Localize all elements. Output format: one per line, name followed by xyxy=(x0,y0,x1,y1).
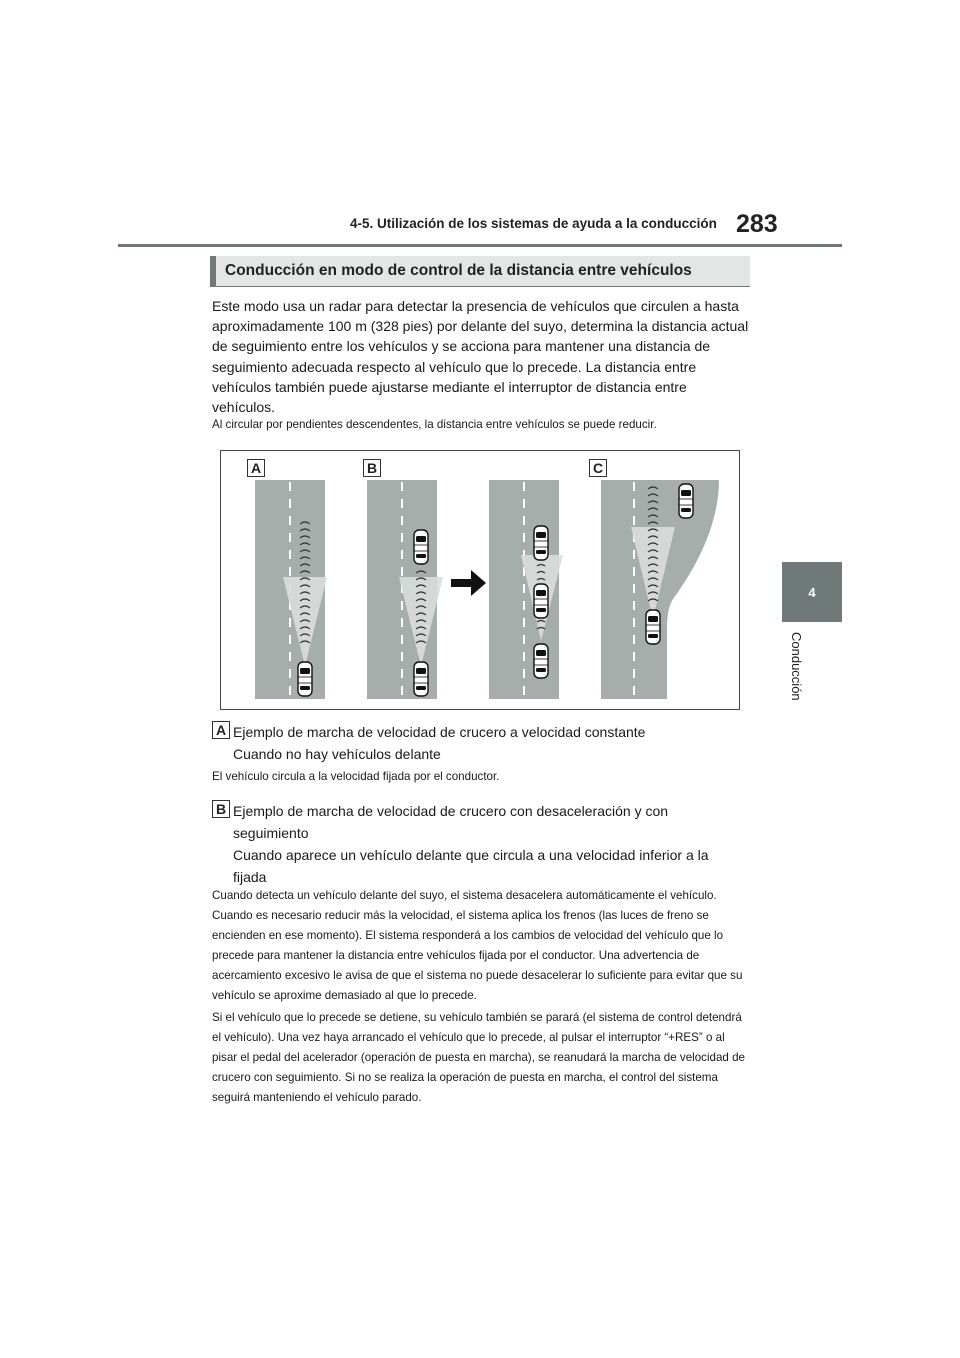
transition-arrow-icon xyxy=(451,570,486,596)
figure-label-b: B xyxy=(363,459,381,477)
item-a-title: Ejemplo de marcha de velocidad de crucero a velocidad constante xyxy=(233,724,646,740)
own-car-b2 xyxy=(534,584,548,618)
item-b xyxy=(233,800,743,888)
acc-illustration-svg xyxy=(221,451,739,709)
header-divider xyxy=(118,244,842,247)
item-a-note: El vehículo circula a la velocidad fijada por el conductor. xyxy=(212,770,500,783)
chapter-tab-label: Conducción xyxy=(789,632,804,701)
item-b-title: Ejemplo de marcha de velocidad de crucero con desaceleración y con seguimiento xyxy=(233,803,669,841)
section-note: Al circular por pendientes descendentes, la distancia entre vehículos se puede reducir. xyxy=(212,418,657,431)
acc-illustration xyxy=(220,450,740,710)
item-b-note xyxy=(212,886,748,1006)
own-car-a xyxy=(298,662,312,696)
section-title: Conducción en modo de control de la distancia entre vehículos xyxy=(225,262,692,279)
item-a-subtitle: Cuando no hay vehículos delante xyxy=(233,746,441,762)
figure-label-c: C xyxy=(589,459,607,477)
item-b-note-2 xyxy=(212,1008,748,1108)
merging-car-c xyxy=(679,484,693,518)
road-b2 xyxy=(489,480,563,699)
own-car-c xyxy=(646,610,660,644)
road-b xyxy=(367,480,443,699)
figure-label-a: A xyxy=(247,459,265,477)
section-underline xyxy=(210,286,750,287)
following-car-b2 xyxy=(534,644,548,678)
lead-car-b xyxy=(414,530,428,564)
item-a-badge: A xyxy=(212,721,230,739)
item-b-note-paragraph-1: Cuando detecta un vehículo delante del suyo, el sistema desacelera automáticamente el vehículo. Cuando es necesario reducir más la velocidad, el sistema aplica los frenos (las luces de freno se encienden en ese momento). El sistema responderá a los cambios de velocidad del vehículo que lo precede para mantener la distancia entre vehículos fijada por el conductor. Una advertencia de acercamiento excesivo le avisa de que el sistema no puede desacelerar lo suficiente para evitar que su vehículo se aproxime demasiado al que lo precede. xyxy=(212,889,743,1002)
item-a xyxy=(233,721,753,765)
lead-car-b2 xyxy=(534,526,548,560)
page-number: 283 xyxy=(736,210,778,238)
section-body: Este modo usa un radar para detectar la presencia de vehículos que circulen a hasta aproximadamente 100 m (328 pies) por delante del suyo, determina la distancia actual de seguimiento entre los vehículos y se acciona para mantener una distancia de seguimiento adecuada respecto al vehículo que lo precede. La distancia entre vehículos también puede ajustarse mediante el interruptor de distancia entre vehículos. xyxy=(212,298,749,416)
road-a xyxy=(255,480,327,699)
road-c xyxy=(601,480,719,699)
item-b-subtitle: Cuando aparece un vehículo delante que circula a una velocidad inferior a la fijada xyxy=(233,847,709,885)
own-car-b xyxy=(414,662,428,696)
chapter-title: 4-5. Utilización de los sistemas de ayuda a la conducción xyxy=(350,216,717,231)
chapter-tab-number: 4 xyxy=(808,585,816,600)
item-b-badge: B xyxy=(212,800,230,818)
item-b-note-paragraph-2: Si el vehículo que lo precede se detiene, su vehículo también se parará (el sistema de control detendrá el vehículo). Una vez haya arrancado el vehículo que lo precede, al pulsar el interruptor “+RES” o al pisar el pedal del acelerador (operación de puesta en marcha), se reanudará la marcha de velocidad de crucero con seguimiento. Si no se realiza la operación de puesta en marcha, el control del sistema seguirá manteniendo el vehículo parado. xyxy=(212,1011,745,1104)
